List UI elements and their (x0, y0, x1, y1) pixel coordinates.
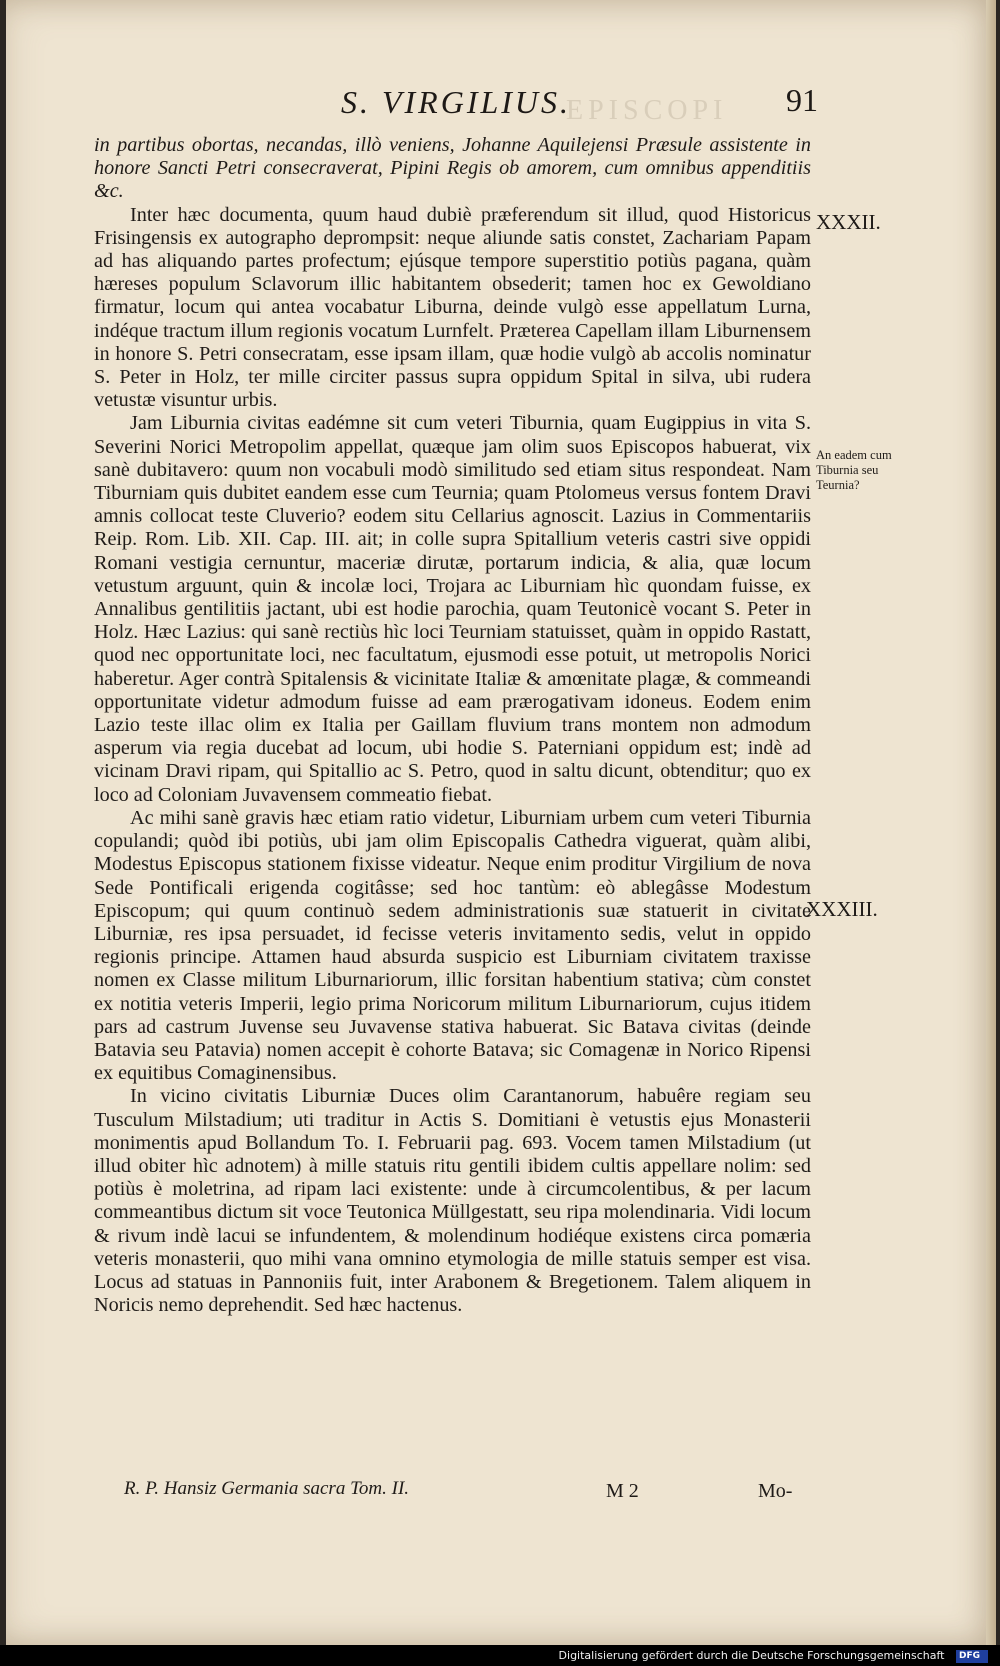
dfg-logo-icon: DFG (956, 1650, 988, 1663)
page-edge (986, 0, 996, 1645)
paragraph-3: Jam Liburnia civitas eadémne sit cum veteri Tiburnia, quam Eugippius in vita S. Severini Norici Metropolim appellat, quæque jam olim suos Episcopos habuerat, vix sanè dubitavero: quum non vocabuli modò similitudo sed etiam situs respondeat. Nam Tiburniam quis dubitet eandem esse cum Teurnia; quam Ptolomeus versus fontem Dravi amnis collocat teste Cluverio? eodem situ Cellarius agnoscit. Lazius in Commentariis Reip. Rom. Lib. XII. Cap. III. ait; in colle supra Spitallium veteris castri sive oppidi Romani vestigia cernuntur, maceriæ dirutæ, portarum indicia, & alia, quæ locum vetustum arguunt, quin & incolæ loci, Trojara ac Liburniam hìc quondam fuisse, ex Annalibus gentilitiis jactant, ubi est hodie parochia, quam Teutonicè vocant S. Peter in Holz. Hæc Lazius: qui sanè rectiùs hìc loci Teurniam statuisset, quàm in oppido Rastatt, quod nec opportunitate loci, nec facultatum, ejusmodi esse potuit, ut metropolis Norici haberetur. Ager contrà Spitalensis & vicinitate Italiæ & amœnitate plagæ, & commeandi opportunitate videtur admodum fuisse ad eam prærogativam idoneus. Eodem enim Lazio teste illac olim ex Italia per Gaillam fluvium trans montem non admodum asperum via regia ducebat ad locum, ubi hodie S. Paterniani oppidum est; indè ad vicinam Dravi ripam, qui Spitallio ac S. Petro, quod in saltu dicunt, obtenditur; quo ex loco ad Coloniam Juvavensem commeatio fiebat. (94, 412, 811, 806)
body-text (94, 134, 811, 1317)
paragraph-2: Inter hæc documenta, quum haud dubiè præferendum sit illud, quod Historicus Frisingensis ex autographo deprompsit: neque aliunde satis constet, Zachariam Papam ad has aliquando partes profectum; ejúsque tempore superstitio potiùs pagana, quàm hæreses populum Sclavorum illic habitantem obsederit; tamen hoc ex Gewoldiano firmatur, locum qui antea vocabatur Liburna, deinde vulgò esse appellatum Lurna, indéque tractum illum regionis vocatum Lurnfelt. Præterea Capellam illam Liburnensem in honore S. Petri consecratam, esse ipsam illam, quæ hodie vulgò ab accolis nominatur S. Peter in Holz, ter mille circiter passus supra oppidum Spital in silva, ubi rudera vetustæ visuntur urbis. (94, 203, 811, 412)
catchword: Mo- (758, 1480, 793, 1502)
credit-text (559, 1649, 1000, 1662)
footer-title: R. P. Hansiz Germania sacra Tom. II. (124, 1478, 410, 1499)
digitization-credit-bar (0, 1645, 1000, 1666)
paragraph-4: Ac mihi sanè gravis hæc etiam ratio videtur, Liburniam urbem cum veteri Tiburnia copulandi; quòd ibi potiùs, ubi jam olim Episcopalis Cathedra viguerat, quàm alibi, Modestus Episcopus stationem fixisse videatur. Neque enim proditur Virgilium de nova Sede Pontificali erigenda cogitâsse; sed hoc tantùm: eò ablegâsse Modestum Episcopum; qui quum continuò sedem administrationis suæ statuerit in civitate Liburniæ, res ipsa persuadet, id fecisse veteris invitamento sedis, velut in oppido regionis principe. Attamen haud absurda suspicio est Liburniam civitatem traxisse nomen ex Classe militum Liburnariorum, illic forsitan habentium stativa; cùm constet ex notitia veteris Imperii, legio prima Noricorum militum Liburnariorum, cujus itidem pars ad castrum Juvense seu Juvavense stativa habuerat. Sic Batava civitas (deinde Batavia seu Patavia) nomen accepit è cohorte Batava; sic Comagenæ in Norico Ripensi ex equitibus Comaginensibus. (94, 806, 811, 1085)
signature-mark: M 2 (606, 1480, 639, 1502)
credit-label: Digitalisierung gefördert durch die Deutsche Forschungsgemeinschaft (558, 1649, 945, 1662)
book-page (6, 0, 996, 1645)
running-title: S. VIRGILIUS. (340, 84, 572, 120)
paragraph-5: In vicino civitatis Liburniæ Duces olim Carantanorum, habuêre regiam seu Tusculum Milstadium; uti traditur in Actis S. Domitiani è vetustis ejus Monasterii monimentis apud Bollandum To. I. Februarii pag. 693. Vocem tamen Milstadium (ut illud obiter hìc adnotem) à mille statuis ritu gentili ibidem cultis appellare nolim: sed potiùs è moletrina, ad ripam laci existente: unde à circumcolentibus, & per lacum commeantibus dictum sit voce Teutonica Müllgestatt, seu ripa molendinaria. Vidi locum & rivum indè lacui se infundentem, & molendinum hodiéque existens circa pomæria veteris monasterii, quo mihi vana omnino etymologia de mille statuis semper est visa. Locus ad statuas in Pannoniis fuit, inter Arabonem & Bregetionem. Talem aliquem in Noricis nemo deprehendit. Sed hæc hactenus. (94, 1085, 811, 1317)
show-through-text: EPISCOPI (566, 95, 728, 126)
margin-section-number: XXXIII. (806, 897, 878, 921)
margin-section-number: XXXII. (816, 210, 881, 234)
margin-note: An eadem cum Tiburnia seu Teurnia? (816, 448, 892, 492)
page-number: 91 (786, 82, 818, 118)
paragraph-1: in partibus obortas, necandas, illò veniens, Johanne Aquilejensi Præsule assistente in honore Sancti Petri consecraverat, Pipini Regis ob amorem, cum omnibus appenditiis &c. (94, 134, 811, 203)
